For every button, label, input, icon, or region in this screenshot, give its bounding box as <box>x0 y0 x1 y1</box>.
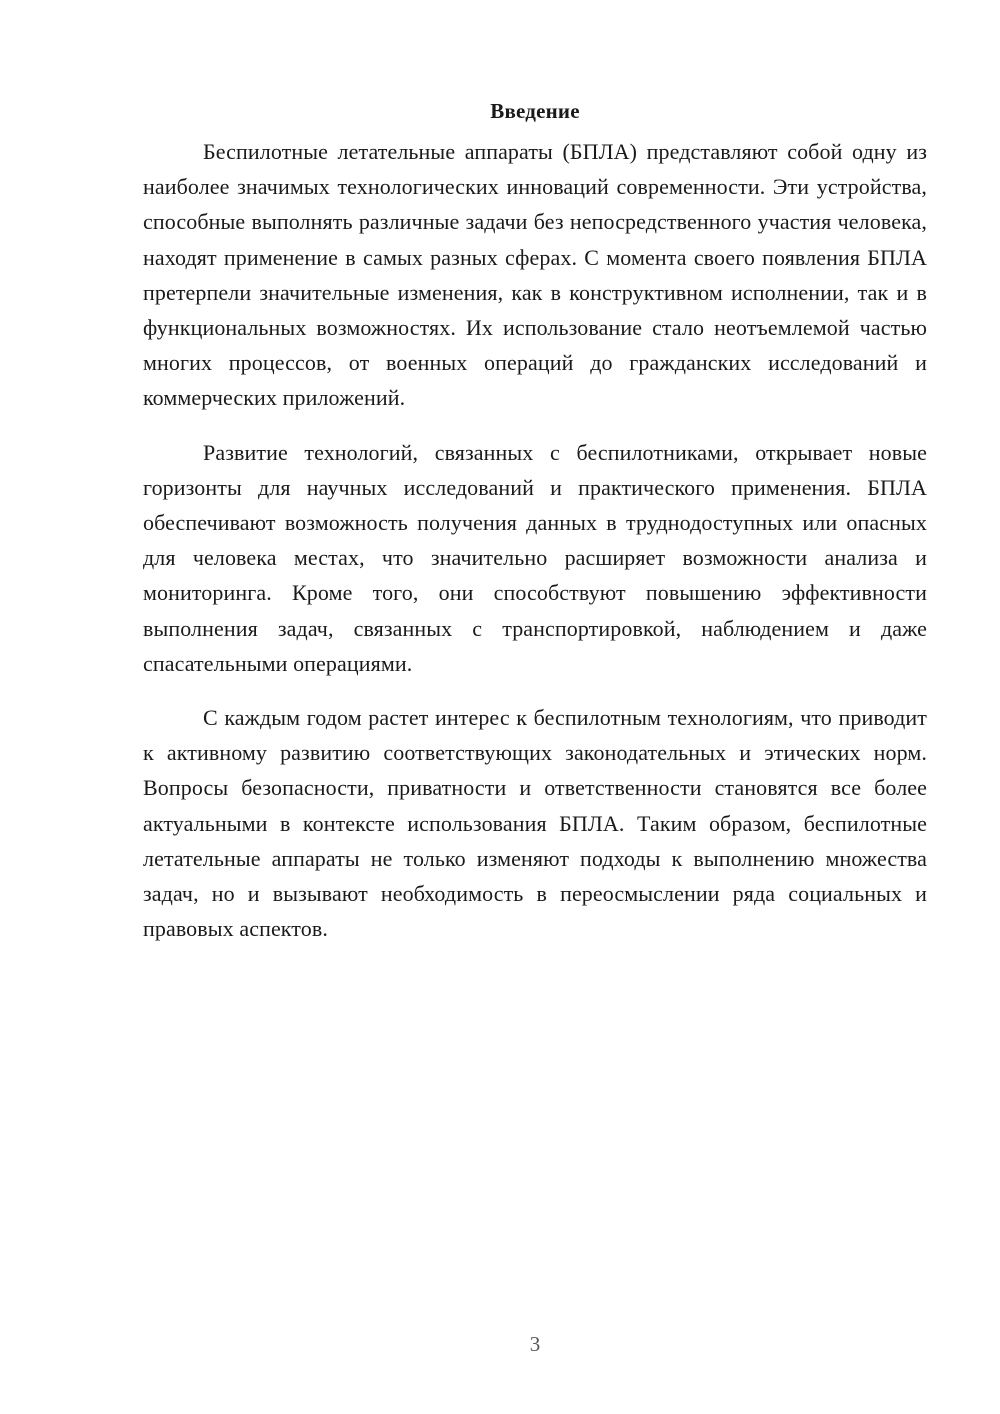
page-content <box>143 96 927 965</box>
paragraph-3: С каждым годом растет интерес к беспилотным технологиям, что приводит к активному развитию соответствующих законодательных и этических норм. Вопросы безопасности, приватности и ответственности становятся все более актуальными в контексте использования БПЛА. Таким образом, беспилотные летательные аппараты не только изменяют подходы к выполнению множества задач, но и вызывают необходимость в переосмыслении ряда социальных и правовых аспектов. <box>143 705 927 942</box>
section-title: Введение <box>490 99 580 123</box>
paragraph-2: Развитие технологий, связанных с беспилотниками, открывает новые горизонты для научных исследований и практического применения. БПЛА обеспечивают возможность получения данных в труднодоступных или опасных для человека местах, что значительно расширяет возможности анализа и мониторинга. Кроме того, они способствуют повышению эффективности выполнения задач, связанных с транспортировкой, наблюдением и даже спасательными операциями. <box>143 439 927 676</box>
page-number: 3 <box>529 1332 541 1356</box>
paragraph-1: Беспилотные летательные аппараты (БПЛА) представляют собой одну из наиболее значимых технологических инноваций современности. Эти устройства, способные выполнять различные задачи без непосредственного участия человека, находят применение в самых разных сферах. С момента своего появления БПЛА претерпели значительные изменения, как в конструктивном исполнении, так и в функциональных возможностях. Их использование стало неотъемлемой частью многих процессов, от военных операций до гражданских исследований и коммерческих приложений. <box>143 139 927 411</box>
